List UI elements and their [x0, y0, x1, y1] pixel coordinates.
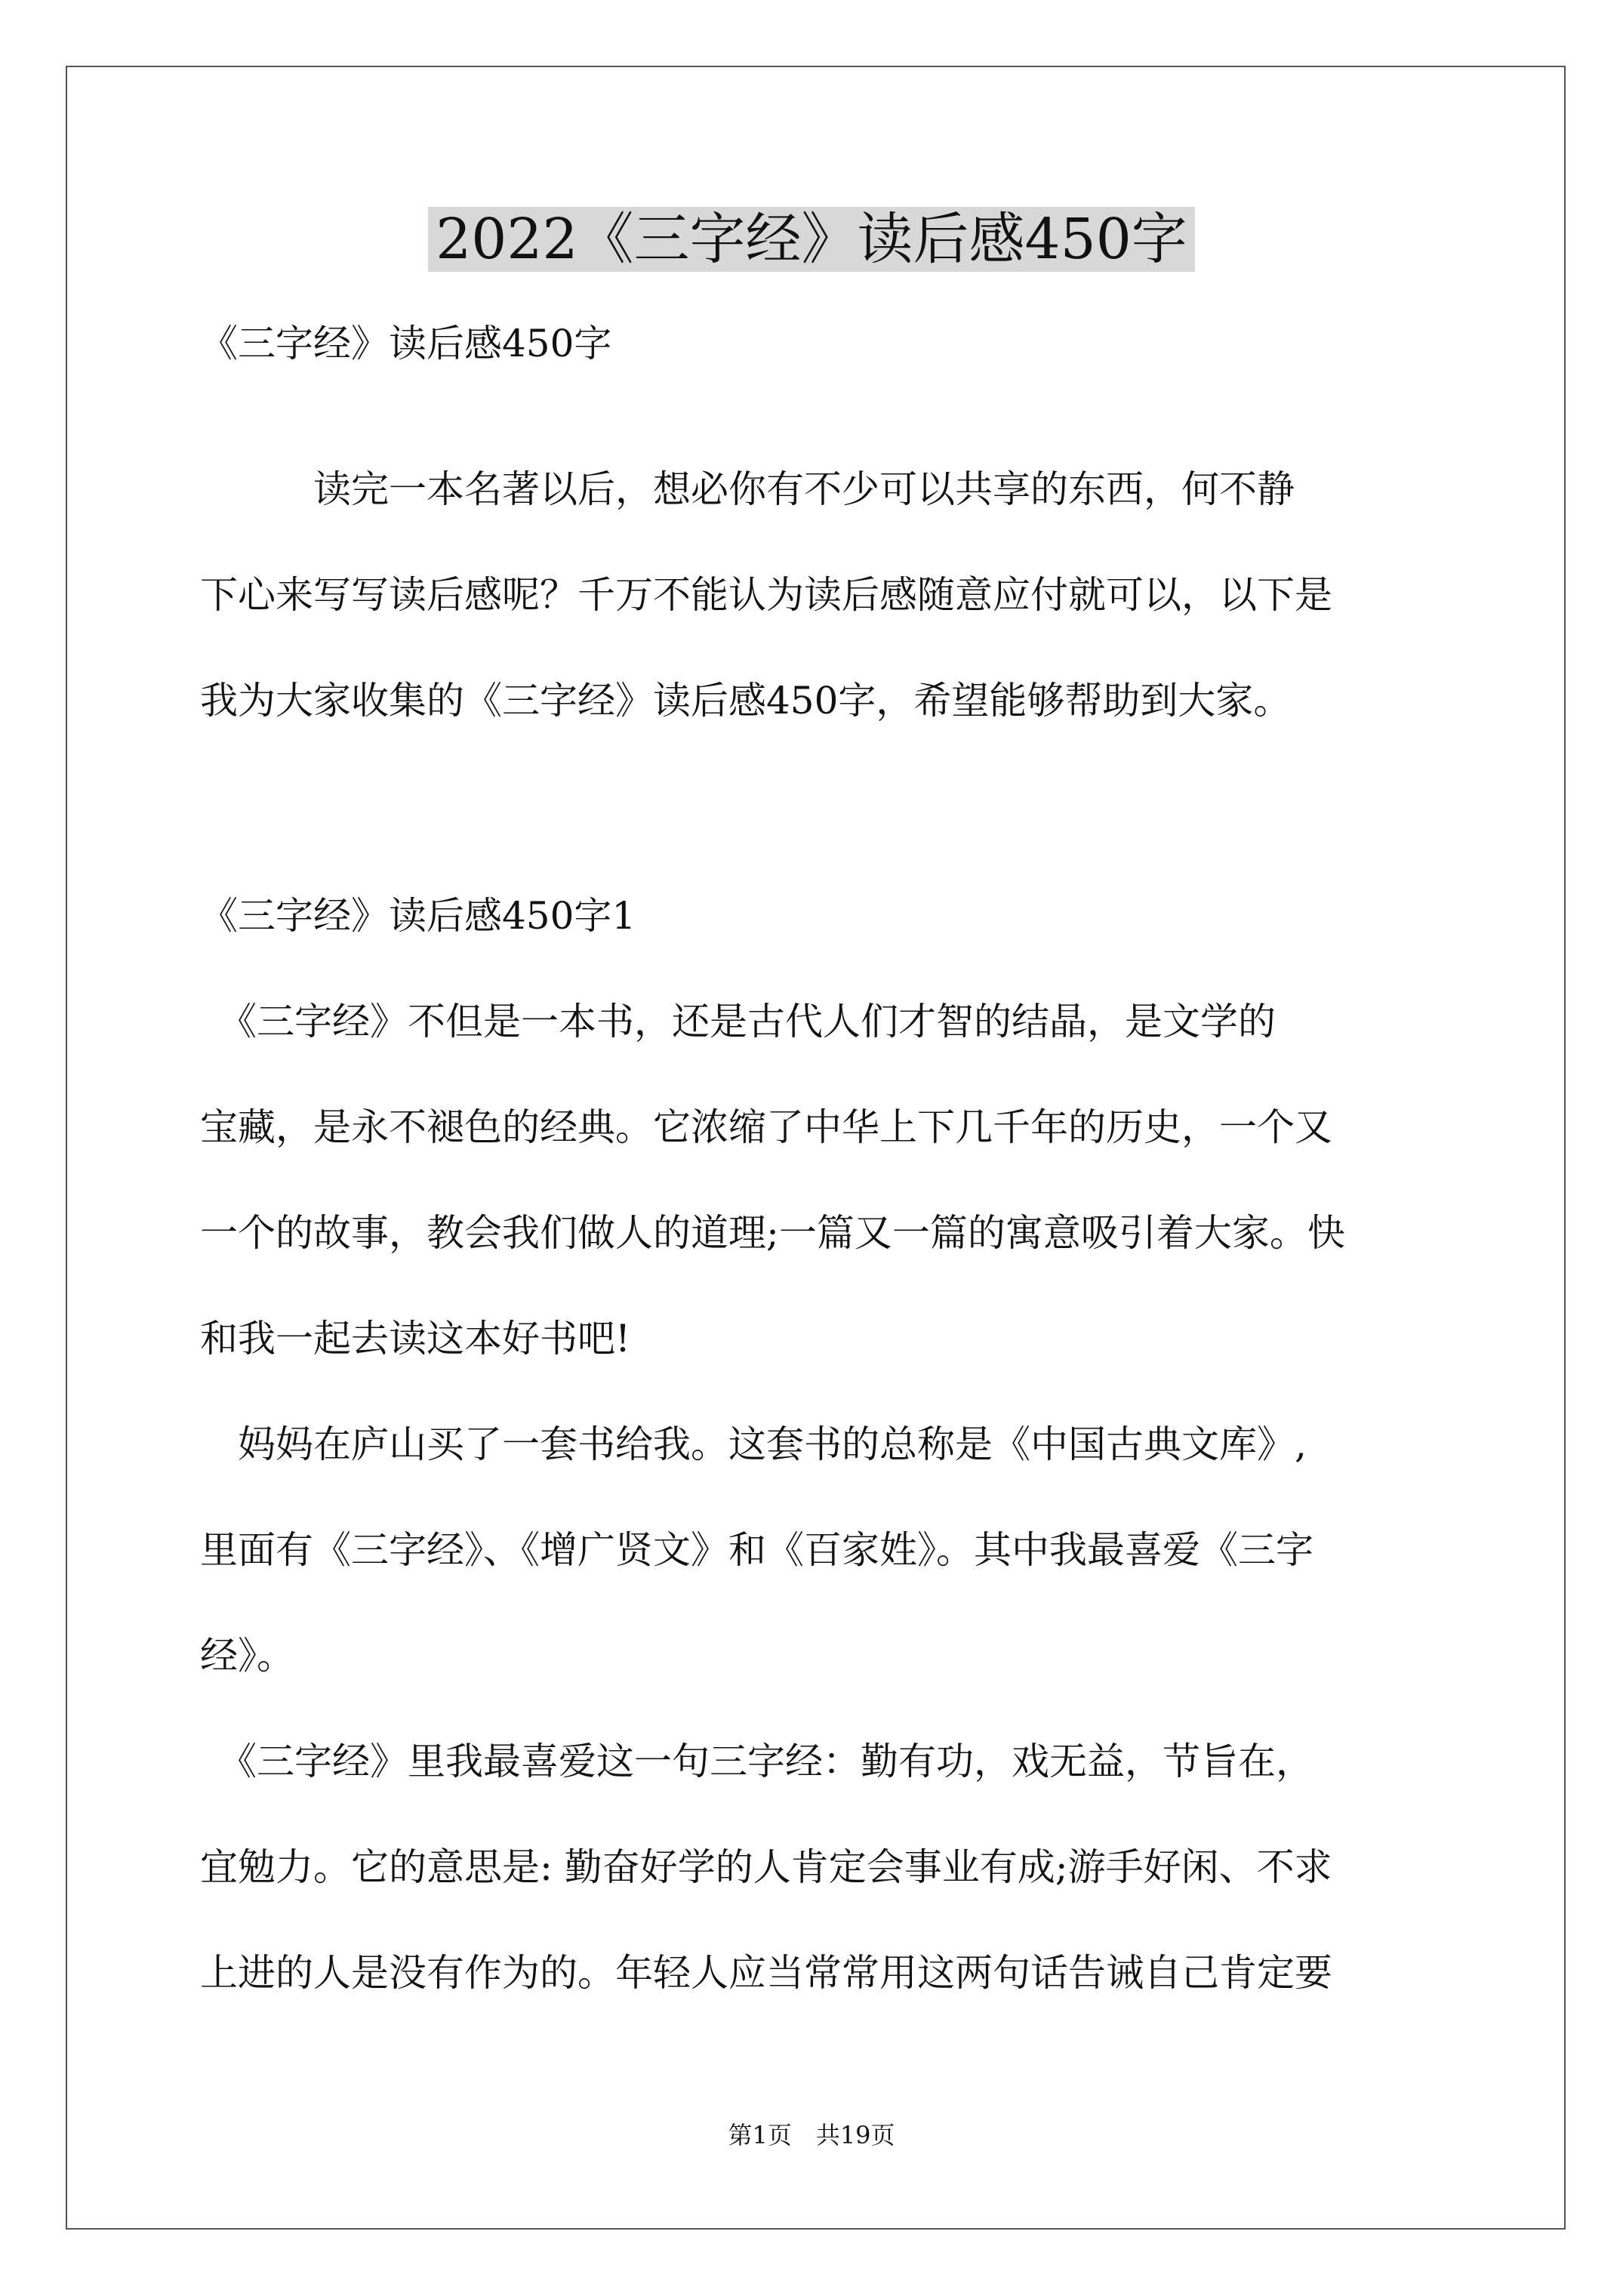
title-highlight: 2022《三字经》读后感450字 — [428, 207, 1195, 272]
text-line: 经》。 — [200, 1634, 294, 1678]
document-title — [0, 198, 1623, 281]
text-line: 下心来写写读后感呢？千万不能认为读后感随意应付就可以，以下是 — [200, 573, 1332, 617]
text-line: 妈妈在庐山买了一套书给我。这套书的总称是《中国古典文库》, — [200, 1422, 1307, 1466]
text-line: 《三字经》不但是一本书，还是古代人们才智的结晶，是文学的 — [200, 1000, 1276, 1043]
page-footer: 第1页 共19页 — [728, 2121, 895, 2150]
text-line: 《三字经》里我最喜爱这一句三字经：勤有功，戏无益，节旨在， — [200, 1740, 1313, 1783]
text-line: 我为大家收集的《三字经》读后感450字，希望能够帮助到大家。 — [200, 679, 1292, 723]
text-line: 宜勉力。它的意思是: 勤奋好学的人肯定会事业有成;游手好闲、不求 — [200, 1845, 1332, 1889]
text-line: 《三字经》读后感450字 — [200, 322, 612, 365]
text-line: 《三字经》读后感450字1 — [200, 894, 636, 938]
text-line: 里面有《三字经》、《增广贤文》和《百家姓》。其中我最喜爱《三字 — [200, 1528, 1313, 1572]
text-line: 上进的人是没有作为的。年轻人应当常常用这两句话告诫自己肯定要 — [200, 1951, 1332, 1995]
text-line: 读完一本名著以后，想必你有不少可以共享的东西，何不静 — [200, 467, 1295, 511]
text-line: 一个的故事，教会我们做人的道理;一篇又一篇的寓意吸引着大家。快 — [200, 1211, 1345, 1255]
text-line: 和我一起去读这本好书吧! — [200, 1317, 631, 1361]
text-line: 宝藏，是永不褪色的经典。它浓缩了中华上下几千年的历史，一个又 — [200, 1105, 1332, 1149]
